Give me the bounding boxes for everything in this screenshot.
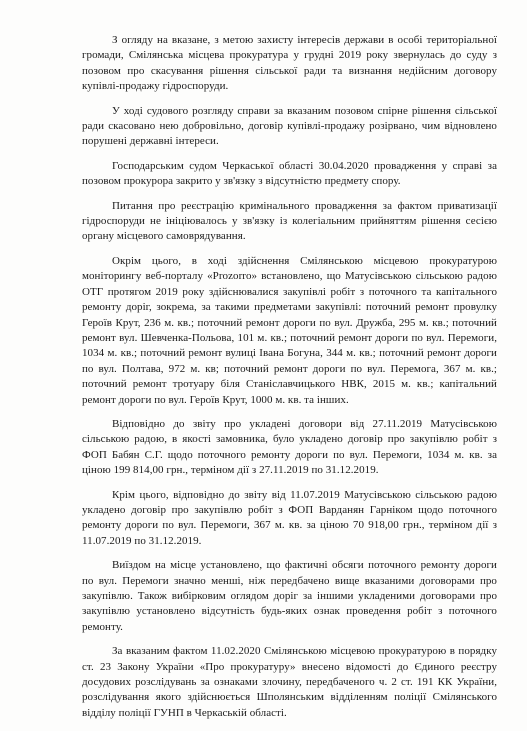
paragraph-contract-babian: Відповідно до звіту про укладені договори від 27.11.2019 Матусівською сільською радою, в якості замовника, було укладено договір про закупівлю робіт з ФОП Бабян С.Г. щодо поточного ремонту дороги по вул. Перемоги, 1034 м. кв. за ціною 199 814,00 грн., терміном дії з 27.11.2019 по 31.12.2019.: [82, 417, 497, 477]
paragraph-prozorro-monitoring: Окрім цього, в ході здійснення Смілянською місцевою прокуратурою моніторингу веб-порталу «Prozorro» встановлено, що Матусівською сільською радою ОТГ протягом 2019 року здійснювалися закупівлі робіт з поточного та капітального ремонту доріг, зокрема, за такими предметами закупівлі: поточний ремонт провулку Героїв Крут, 236 м. кв.; поточний ремонт дороги по вул. Дружба, 295 м. кв.; поточний ремонт вул. Шевченка-Польова, 101 м. кв.; поточний ремонт дороги по вул. Перемоги, 1034 м. кв.; поточний ремонт вулиці Івана Богуна, 344 м. кв.; поточний ремонт дороги по вул. Полтава, 972 м. кв; поточний ремонт дороги по вул. Перемога, 367 м. кв.; поточний ремонт тротуару біля Станіславчицького НВК, 2015 м. кв.; капітальний ремонт дороги по вул. Героїв Крут, 1000 м. кв. та інших.: [82, 254, 497, 406]
paragraph-case-closed: Господарським судом Черкаської області 30.04.2020 провадження у справі за позовом прокурора закрито у зв'язку з відсутністю предмету спору.: [82, 159, 497, 188]
paragraph-decision-revoked: У ході судового розгляду справи за вказаним позовом спірне рішення сільської ради скасовано нею добровільно, договір купівлі-продажу розірвано, чим відновлено порушені державні інтереси.: [82, 104, 497, 148]
paragraph-contract-vardanian: Крім цього, відповідно до звіту від 11.07.2019 Матусівською сільською радою укладено договір про закупівлю робіт з ФОП Варданян Гарніком щодо поточного ремонту дороги по вул. Перемоги, 367 м. кв. за ціною 70 918,00 грн., терміном дії з 11.07.2019 по 31.12.2019.: [82, 488, 497, 547]
document-body: [82, 33, 497, 721]
paragraph-lawsuit-filed: З огляду на вказане, з метою захисту інтересів держави в особі територіальної громади, Смілянська місцева прокуратура у грудні 2019 року звернулась до суду з позовом про скасування рішення сільської ради та визнання недійсним договору купівлі-продажу гідроспоруди.: [82, 34, 497, 93]
paragraph-criminal-register-entry: За вказаним фактом 11.02.2020 Смілянською місцевою прокуратурою в порядку ст. 23 Закону України «Про прокуратуру» внесено відомості до Єдиного реєстру досудових розслідувань за ознаками злочину, передбаченого ч. 2 ст. 191 КК України, розслідування якого здійснюється Шполянським відділенням поліції Смілянського відділу поліції ГУНП в Черкаській області.: [82, 645, 497, 719]
paragraph-site-inspection: Виїздом на місце установлено, що фактичні обсяги поточного ремонту дороги по вул. Перемоги значно менші, ніж передбачено вище вказаними договорами про закупівлю. Також вибірковим оглядом доріг за іншими укладеними договорами про закупівлю установлено відсутність будь-яких ознак проведення робіт з поточного ремонту.: [82, 559, 497, 633]
paragraph-criminal-proceedings-not-initiated: Питання про реєстрацію кримінального провадження за фактом приватизації гідроспоруди не ініціювалось у зв'язку із колегіальним прийняттям рішення сесією органу місцевого самоврядування.: [82, 199, 497, 243]
